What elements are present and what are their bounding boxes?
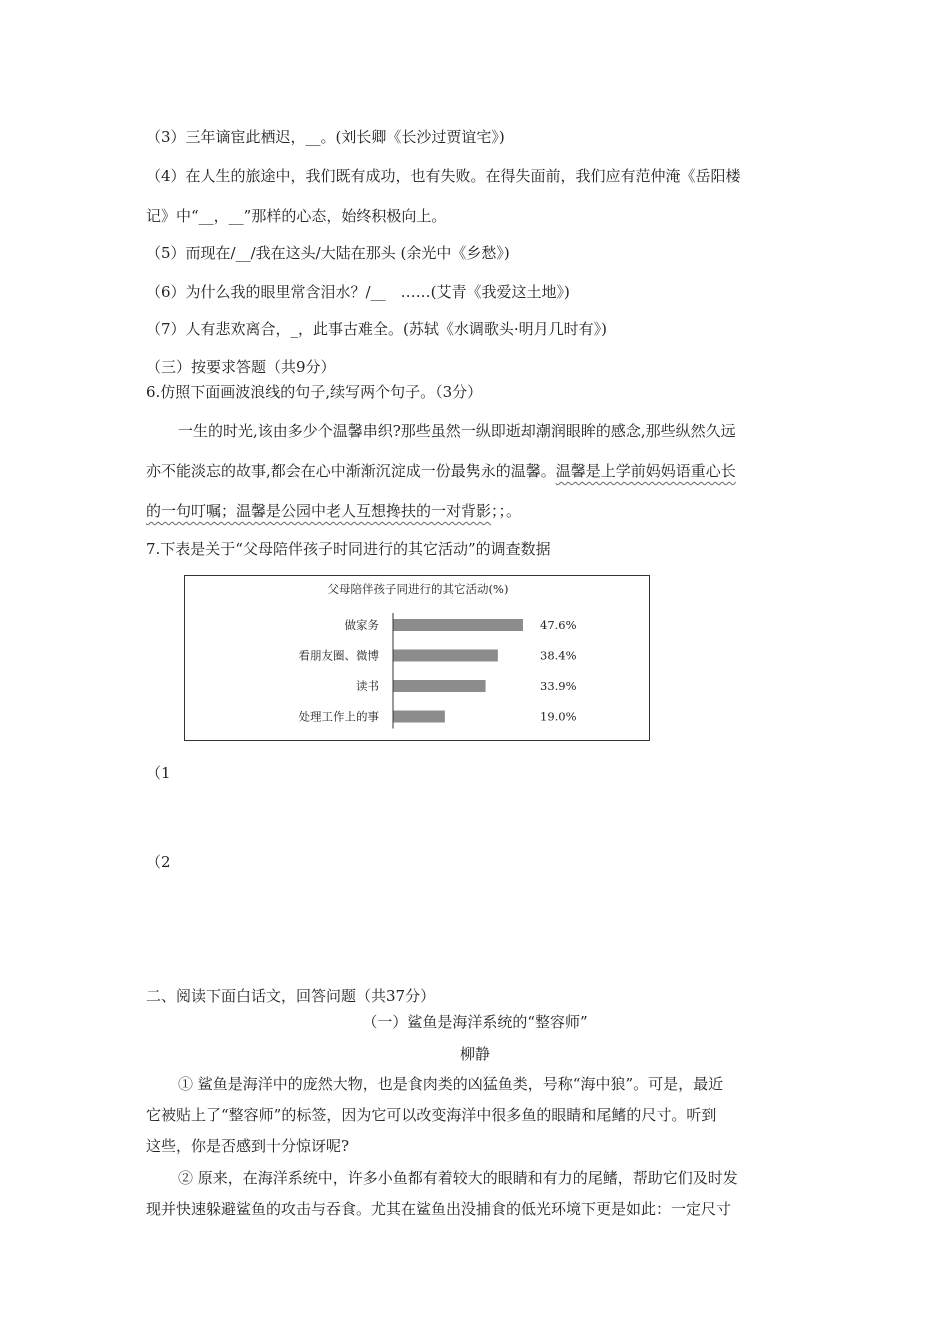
value-label: 33.9% <box>540 679 577 693</box>
part-2-heading: 二、阅读下面白话文，回答问题（共37分） <box>146 987 436 1005</box>
category-label: 做家务 <box>344 618 379 632</box>
bar <box>393 711 445 723</box>
value-label: 47.6% <box>540 618 577 632</box>
problem-6-text-2-plain: 亦不能淡忘的故事,都会在心中渐渐沉淀成一份最隽永的温馨。 <box>146 462 556 480</box>
category-label: 处理工作上的事 <box>298 709 379 724</box>
chart-svg <box>185 576 651 742</box>
question-6-poem: （6）为什么我的眼里常含泪水？/__ ……(艾青《我爱这土地》) <box>146 283 570 301</box>
problem-6-text-3-end: ；；。 <box>491 502 522 520</box>
wavy-underlined-sentence-2: 的一句叮嘱；温馨是公园中老人互想搀扶的一对背影 <box>146 502 492 520</box>
question-4-line-2: 记》中“__，__”那样的心态，始终积极向上。 <box>146 207 447 225</box>
category-label: 看朋友圈、微博 <box>298 648 379 663</box>
paragraph-1-line-2: 它被贴上了“整容师”的标签，因为它可以改变海洋中很多鱼的眼睛和尾鳍的尺寸。听到 <box>146 1106 717 1124</box>
category-label: 读书 <box>356 679 379 693</box>
value-label: 38.4% <box>540 648 577 663</box>
wavy-underlined-sentence-1: 温馨是上学前妈妈语重心长 <box>555 462 736 480</box>
paragraph-2-line-2: 现并快速躲避鲨鱼的攻击与吞食。尤其在鲨鱼出没捕食的低光环境下更是如此：一定尺寸 <box>146 1200 732 1218</box>
question-7-poem: （7）人有悲欢离合，_，此事古难全。(苏轼《水调歌头·明月几时有》) <box>146 320 608 338</box>
question-4-line-1: （4）在人生的旅途中，我们既有成功，也有失败。在得失面前，我们应有范仲淹《岳阳楼 <box>146 167 741 185</box>
article-title: （一）鲨鱼是海洋系统的“整容师” <box>362 1013 588 1031</box>
paragraph-1-line-1: ① 鲨鱼是海洋中的庞然大物，也是食肉类的凶猛鱼类，号称“海中狼”。可是，最近 <box>178 1075 724 1093</box>
problem-7-prompt: 7.下表是关于“父母陪伴孩子时同进行的其它活动”的调查数据 <box>146 540 551 558</box>
question-3: （3）三年谪宦此栖迟，__。(刘长卿《长沙过贾谊宅》) <box>146 128 505 146</box>
bar <box>393 619 523 631</box>
answer-1-label: （1 <box>146 764 171 782</box>
problem-6-text-1: 一生的时光,该由多少个温馨串织?那些虽然一纵即逝却潮润眼眸的感念,那些纵然久远 <box>178 422 736 440</box>
problem-6-prompt: 6.仿照下面画波浪线的句子,续写两个句子。（3分） <box>146 383 483 401</box>
article-author: 柳静 <box>459 1045 490 1063</box>
bar <box>393 680 486 692</box>
bar <box>393 650 498 662</box>
survey-bar-chart <box>184 575 650 741</box>
answer-2-label: （2 <box>146 853 171 871</box>
paragraph-1-line-3: 这些，你是否感到十分惊讶呢? <box>146 1137 350 1155</box>
section-3-heading: （三）按要求答题（共9分） <box>146 358 336 376</box>
problem-6-text-3 <box>146 501 521 521</box>
question-5: （5）而现在/__/我在这头/大陆在那头 (余光中《乡愁》) <box>146 244 510 262</box>
chart-title: 父母陪伴孩子同进行的其它活动(%) <box>327 582 509 596</box>
paragraph-2-line-1: ② 原来，在海洋系统中，许多小鱼都有着较大的眼睛和有力的尾鳍，帮助它们及时发 <box>178 1169 738 1187</box>
problem-6-text-2 <box>146 461 736 481</box>
value-label: 19.0% <box>540 709 577 724</box>
